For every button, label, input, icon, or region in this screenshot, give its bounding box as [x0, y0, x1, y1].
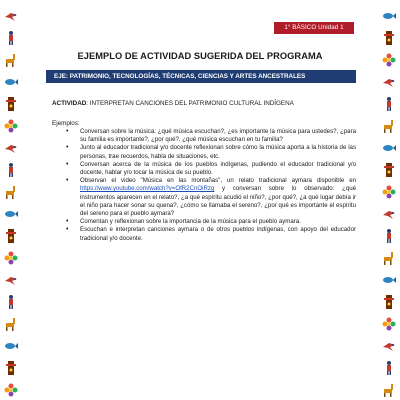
video-link[interactable]: https://www.youtube.com/watch?v=OfR2CnOiRzg — [80, 185, 215, 193]
list-item-text: Conversan acerca de la música de los pueblos indígenas, pudiendo el educador tradicional y/o docente, hablar y/o tocar la música de su pueblo. — [80, 160, 356, 177]
fish-icon — [3, 338, 19, 354]
totem-icon — [3, 96, 19, 112]
flower-icon — [3, 118, 19, 134]
list-item — [80, 144, 356, 160]
activity-line — [52, 100, 362, 108]
list-item-text: Observan el video "Música en las montañas", un relato tradicional aymara disponible en — [80, 177, 356, 185]
activity-text: : INTERPRETAN CANCIONES DEL PATRIMONIO CULTURAL INDÍGENA — [86, 100, 294, 107]
list-item-text: y conversan sobre lo observado: ¿qué instrumentos aparecen en el relato?, ¿a qué espíritu acudió el niño?, ¿por qué?, ¿a qué lugar debía ir el niño para hacer sonar su quena?, ¿cómo se llamaba el sereno?, ¿por qué es importante el espíritu del sereno para el pueblo aymara? — [80, 185, 356, 218]
flower-icon — [3, 382, 19, 398]
bird-icon — [381, 338, 397, 354]
llama-icon — [3, 316, 19, 332]
totem-icon — [3, 360, 19, 376]
list-item-text: Junto al educador tradicional y/o docente reflexionan sobre cómo la música aporta a la historia de las personas, trae recuerdos, habla de situaciones, etc. — [80, 144, 356, 160]
fish-icon — [381, 8, 397, 24]
bird-icon — [381, 74, 397, 90]
llama-icon — [381, 382, 397, 398]
examples-list — [52, 128, 356, 243]
list-item-text: Comentan y reflexionan sobre la importancia de la música para el pueblo aymara. — [80, 218, 301, 226]
fish-icon — [381, 140, 397, 156]
list-item — [80, 128, 356, 144]
fish-icon — [3, 206, 19, 222]
list-item — [80, 161, 356, 177]
bird-icon — [3, 272, 19, 288]
figure-icon — [381, 228, 397, 244]
fish-icon — [3, 74, 19, 90]
figure-icon — [3, 162, 19, 178]
figure-icon — [381, 96, 397, 112]
examples-label: Ejemplos: — [52, 120, 80, 127]
activity-label: ACTIVIDAD — [52, 100, 87, 107]
flower-icon — [381, 184, 397, 200]
llama-icon — [381, 250, 397, 266]
figure-icon — [381, 360, 397, 376]
list-item — [80, 226, 356, 242]
bird-icon — [381, 206, 397, 222]
llama-icon — [3, 52, 19, 68]
flower-icon — [381, 52, 397, 68]
totem-icon — [381, 162, 397, 178]
llama-icon — [3, 184, 19, 200]
totem-icon — [381, 30, 397, 46]
list-item — [80, 177, 356, 218]
figure-icon — [3, 30, 19, 46]
llama-icon — [381, 118, 397, 134]
list-item — [80, 218, 356, 226]
fish-icon — [381, 272, 397, 288]
axis-banner: EJE: PATRIMONIO, TECNOLOGÍAS, TÉCNICAS, CIENCIAS Y ARTES ANCESTRALES — [46, 70, 356, 83]
flower-icon — [381, 316, 397, 332]
flower-icon — [3, 250, 19, 266]
bird-icon — [3, 140, 19, 156]
page-title: EJEMPLO DE ACTIVIDAD SUGERIDA DEL PROGRAMA — [77, 51, 323, 61]
list-item-text: Escuchan e interpretan canciones aymara o de otros pueblos indígenas, con apoyo del educador tradicional y/o docente. — [80, 226, 356, 242]
figure-icon — [3, 294, 19, 310]
totem-icon — [3, 228, 19, 244]
right-decorative-border — [378, 0, 400, 400]
left-decorative-border — [0, 0, 22, 400]
bird-icon — [3, 8, 19, 24]
list-item-text: Conversan sobre la música: ¿qué música escuchan?, ¿es importante la música para ustedes?, ¿para su familia es importante?, ¿por qué?, ¿qué música escuchan en tu familia? — [80, 128, 356, 144]
totem-icon — [381, 294, 397, 310]
unit-badge: 1° BÁSICO Unidad 1 — [274, 22, 354, 34]
